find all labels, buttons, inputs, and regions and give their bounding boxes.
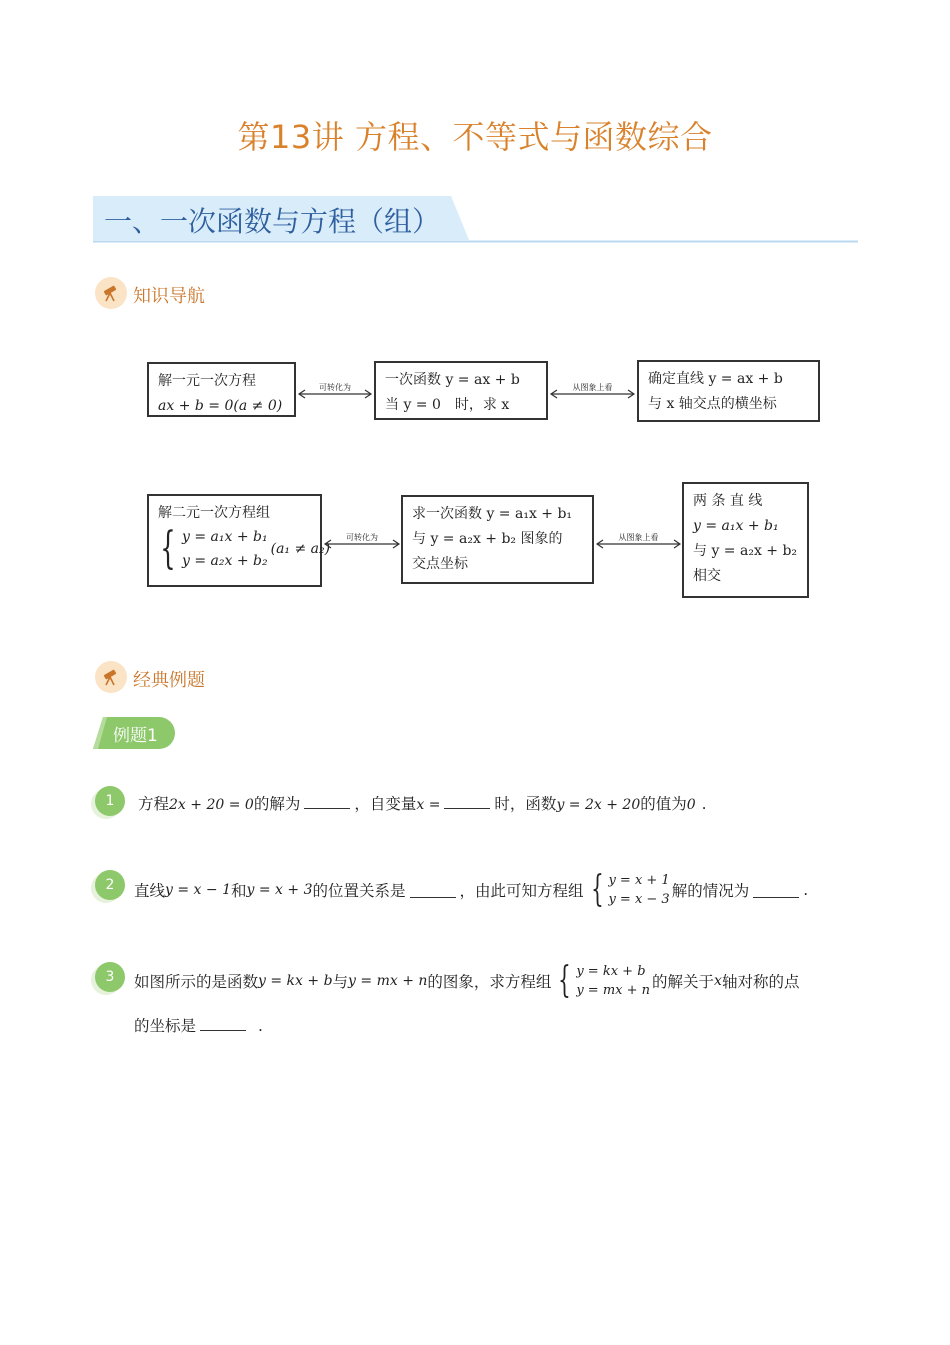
flow1-box2-line1: 一次函数 y = ax + b <box>385 372 520 388</box>
math-expression: y = mx + n <box>348 973 428 989</box>
math-expression: y = 2x + 20 <box>556 797 641 813</box>
flow2-box1-cond: (a₁ ≠ a₂) <box>270 541 331 557</box>
math-expression: 2x + 20 = 0 <box>169 797 254 813</box>
brace-symbol: { <box>558 960 572 1001</box>
flow2-box3-line1: 两 条 直 线 <box>693 493 763 509</box>
math-expression: x = <box>416 797 441 813</box>
page-title: 第13讲 方程、不等式与函数综合 <box>237 118 713 156</box>
flow1-box2-line2: 当 y = 0 时，求 x <box>385 397 510 413</box>
flow2-box-two-lines <box>682 482 809 598</box>
flow2-box3-line3: 与 y = a₂x + b₂ <box>693 543 798 559</box>
answer-blank[interactable] <box>410 883 456 898</box>
flow1-arrow2-label: 从图象上看 <box>572 383 613 392</box>
flow2-box1-eq2: y = a₂x + b₂ <box>182 553 268 569</box>
flow1-arrow1-label: 可转化为 <box>319 383 351 392</box>
answer-blank[interactable] <box>444 794 490 809</box>
flow1-box1-line2: ax + b = 0(a ≠ 0) <box>158 398 283 414</box>
math-expression: y = x − 1 <box>165 882 231 898</box>
flow2-box1-line1: 解二元一次方程组 <box>158 505 270 521</box>
question-3-text-line1: 如图所示的是函数 y = kx + b 与 y = mx + n 的图象，求方程组 { y = kx + b y = mx + n 的解关于 x 轴对称的点 <box>134 960 800 1001</box>
example-label: 例题1 <box>113 726 158 746</box>
math-expression: x <box>714 973 722 989</box>
brace-symbol: { <box>160 523 176 574</box>
flow1-box-intersection <box>637 360 820 422</box>
answer-blank[interactable] <box>304 794 350 809</box>
section-title: 一、一次函数与方程（组） <box>104 205 441 238</box>
flow2-box3-line4: 相交 <box>693 568 721 584</box>
answer-blank[interactable] <box>200 1016 246 1031</box>
question-number-1: 1 <box>95 786 125 816</box>
question-3-text-line2: 的坐标是 . <box>134 1017 263 1035</box>
flow2-box2-line3: 交点坐标 <box>412 556 468 572</box>
flow2-box-equation-system <box>147 494 331 587</box>
classic-examples-label: 经典例题 <box>133 670 205 691</box>
flow1-box3-line2: 与 x 轴交点的横坐标 <box>648 396 777 412</box>
flow1-box-linear-equation <box>147 362 296 417</box>
equation-system: { y = x + 1 y = x − 3 <box>590 869 670 910</box>
knowledge-nav-label: 知识导航 <box>133 286 205 307</box>
math-expression: y = x + 3 <box>246 882 313 898</box>
math-expression: 0 <box>686 797 696 813</box>
question-number-2: 2 <box>95 870 125 900</box>
flow2-box2-line1: 求一次函数 y = a₁x + b₁ <box>412 506 573 522</box>
brace-symbol: { <box>590 869 604 910</box>
flow2-box2-line2: 与 y = a₂x + b₂ 图象的 <box>412 531 563 547</box>
flow2-box1-eq1: y = a₁x + b₁ <box>182 529 268 545</box>
question-number-3: 3 <box>95 962 125 992</box>
flow2-arrow2-label: 从图象上看 <box>618 533 659 542</box>
question-1-text: 方程2x + 20 = 0的解为 ，自变量x = 时，函数y = 2x + 20的值为0 . <box>138 795 707 813</box>
question-2-text: 直线 y = x − 1 和 y = x + 3 的位置关系是 ，由此可知方程组 { y = x + 1 y = x − 3 解的情况为 . <box>134 869 809 910</box>
math-expression: y = kx + b <box>258 973 333 989</box>
flow1-box3-line1: 确定直线 y = ax + b <box>648 371 783 387</box>
equation-system: { y = kx + b y = mx + n <box>558 960 651 1001</box>
answer-blank[interactable] <box>753 883 799 898</box>
flow1-box1-line1: 解一元一次方程 <box>158 373 256 389</box>
flow2-arrow1-label: 可转化为 <box>346 533 378 542</box>
telescope-icon <box>95 277 127 309</box>
flow2-box3-line2: y = a₁x + b₁ <box>693 518 779 534</box>
flow2-box-intersection-point <box>401 495 594 584</box>
flow1-box-linear-function <box>374 361 548 420</box>
telescope-icon <box>95 661 127 693</box>
